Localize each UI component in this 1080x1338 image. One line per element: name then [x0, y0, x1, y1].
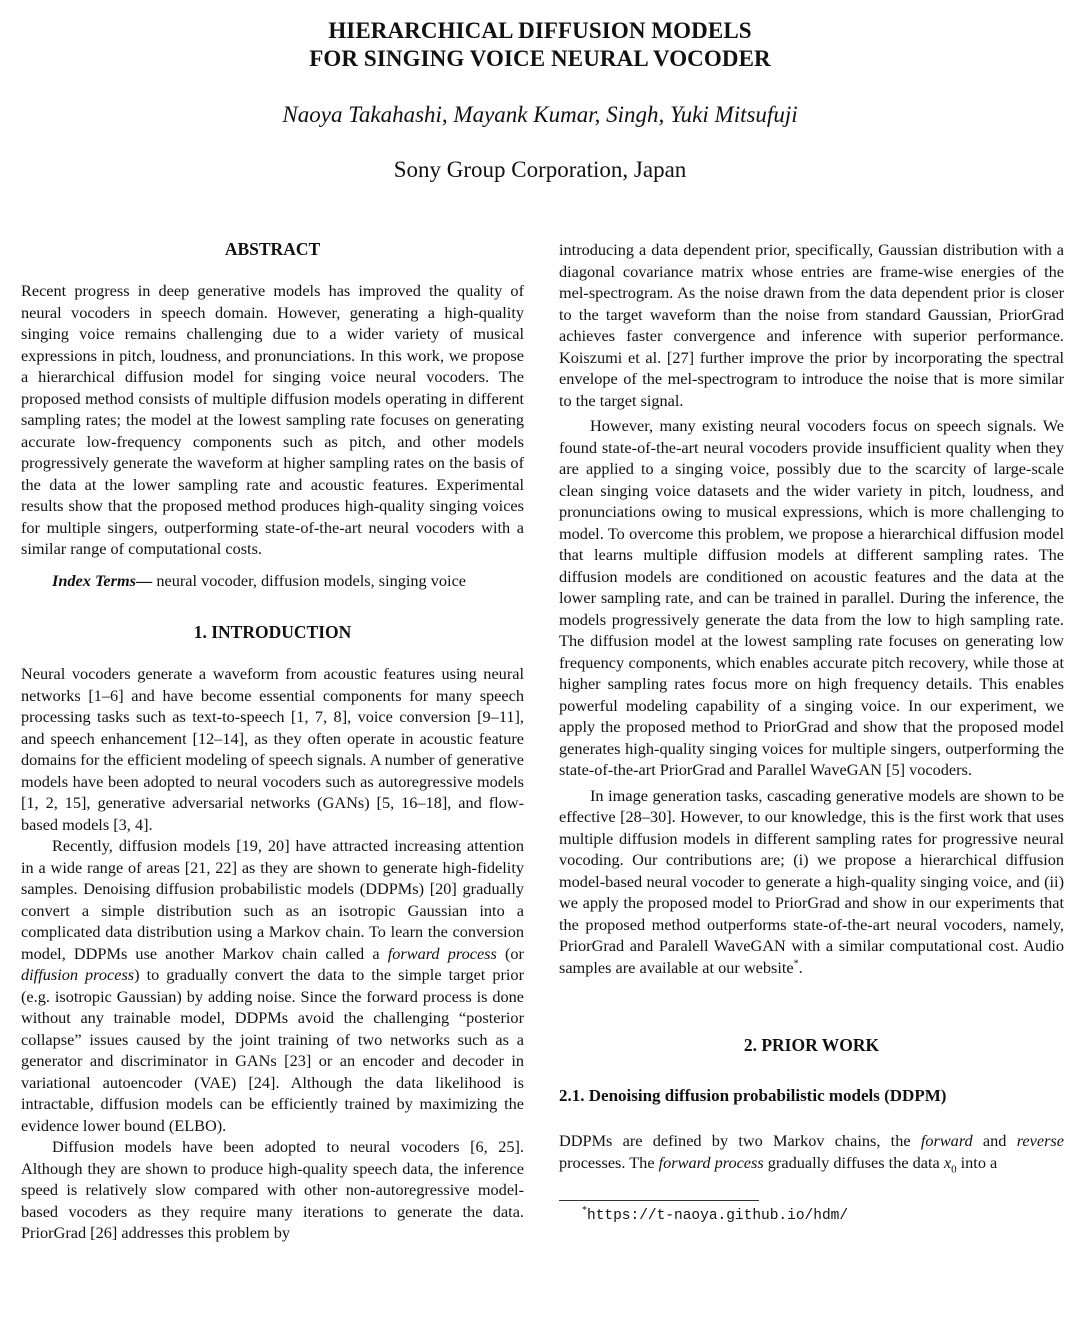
ddpm-emphasis-reverse: reverse: [1016, 1131, 1064, 1150]
abstract-text: Recent progress in deep generative models has improved the quality of neural vocoders in speech domain. However, generating a high-quality singing voice remains challenging due to a wider variety of musical expressions in pitch, loudness, and pronunciations. In this work, we propose a hierarchical diffusion model for singing voice neural vocoders. The proposed method consists of multiple diffusion models operating in different sampling rates; the model at the lowest sampling rate focuses on generating accurate low-frequency components such as pitch, and other models progressively generate the waveform at higher sampling rates on the basis of the data at the lower sampling rate and acoustic features. Experimental results show that the proposed method produces high-quality singing voices for multiple singers, outperforming state-of-the-art neural vocoders with a similar range of computational costs.: [21, 281, 524, 558]
index-terms: [21, 570, 524, 592]
intro-paragraph-2: [21, 835, 524, 1136]
footnote-url[interactable]: https://t-naoya.github.io/hdm/: [587, 1208, 849, 1225]
intro-paragraph-6: [559, 785, 1064, 979]
left-column: [21, 238, 524, 1244]
ddpm-p-part-b: and: [972, 1131, 1017, 1150]
intro-paragraph-1: Neural vocoders generate a waveform from acoustic features using neural networks [1–6] and have become essential components for many speech processing tasks such as text-to-speech [1, 7, 8], voice conversion [9–11], and speech enhancement [12–14], as they often operate in acoustic feature domains for the efficient modeling of speech signals. A number of generative models have been adopted to neural vocoders such as autoregressive models [1, 2, 15], generative adversarial networks (GANs) [5, 16–18], and flow-based models [3, 4].: [21, 664, 524, 834]
authors: Naoya Takahashi, Mayank Kumar, Singh, Yuki Mitsufuji: [282, 102, 798, 127]
ddpm-paragraph: [559, 1130, 1064, 1180]
index-terms-label: Index Terms—: [52, 570, 153, 590]
intro-paragraph-4: introducing a data dependent prior, specifically, Gaussian distribution with a diagonal covariance matrix whose entries are frame-wise energies of the mel-spectrogram. As the noise drawn from the data dependent prior is closer to the target waveform than the noise from standard Gaussian, PriorGrad achieves faster convergence and inference with superior performance. Koiszumi et al. [27] further improve the prior by incorporating the spectral envelope of the mel-spectrogram to introduce the noise that is more similar to the target signal.: [559, 240, 1064, 410]
prior-work-heading: 2. PRIOR WORK: [743, 1035, 880, 1055]
intro-paragraph-3: Diffusion models have been adopted to neural vocoders [6, 25]. Although they are shown to produce high-quality speech data, the inference speed is relatively slow compared with other non-autoregressive model-based vocoders as they require many iterations to generate the data. PriorGrad [26] addresses this problem by: [21, 1137, 524, 1242]
abstract-heading: ABSTRACT: [224, 239, 321, 259]
footnote-marker: *: [793, 958, 799, 970]
intro-paragraph-5: However, many existing neural vocoders focus on speech signals. We found state-of-the-art neural vocoders provide insufficient quality when they are applied to a singing voice, possibly due to the scarcity of large-scale clean singing voice datasets and the wider variety in pitch, loudness, and pronunciations owing to musical expressions, which is more challenging to model. To overcome this problem, we propose a hierarchical diffusion model that learns multiple diffusion models at different sampling rates. The diffusion models are conditioned on acoustic features and the data at the lower sampling rate, and can be trained in parallel. During the inference, the models progressively generate the data from the low to high sampling rate. The diffusion model at the lowest sampling rate focuses on generating low frequency components, which enables accurate pitch recovery, while those at higher sampling rates focus more on high frequency details. This enables powerful modeling capability of a singing voice. In our experiment, we apply the proposed method to PriorGrad and show that the proposed model generates high-quality singing voices for multiple singers, outperforming the state-of-the-art PriorGrad and Parallel WaveGAN [5] vocoders.: [559, 416, 1064, 779]
math-x: x: [943, 1152, 952, 1172]
ddpm-emphasis-forward: forward: [920, 1131, 973, 1150]
ddpm-p-part-e: into a: [956, 1152, 998, 1172]
ddpm-p-part-a: DDPMs are defined by two Markov chains, the: [559, 1131, 921, 1150]
affiliation: Sony Group Corporation, Japan: [393, 157, 687, 182]
right-column: [559, 239, 1064, 1225]
footnote-rule: [559, 1200, 759, 1201]
title-line-2: FOR SINGING VOICE NEURAL VOCODER: [309, 46, 771, 71]
intro-p6-text: In image generation tasks, cascading generative models are shown to be effective [28–30]. However, to our knowledge, this is the first work that uses multiple diffusion models in different sampling rates for progressive neural vocoding. Our contributions are; (i) we propose a hierarchical diffusion model-based neural vocoder to generate a high-quality singing voice, and (ii) we apply the proposed model to PriorGrad and show in our experiments that the proposed method outperforms state-of-the-art neural vocoders, namely, PriorGrad and Paralell WaveGAN with a similar computational cost. Audio samples are available at our website: [559, 785, 1064, 977]
ddpm-p-part-d: gradually diffuses the data: [763, 1152, 944, 1172]
intro-p2-part-c: ) to gradually convert the data to the simple target prior (e.g. isotropic Gaussian) by adding noise. Since the forward process is done without any trainable model, DDPMs avoid the challenging “posterior collapse” issues caused by the joint training of two networks such as a generator and discriminator in GANs [23] or an encoder and decoder in variational autoencoder (VAE) [24]. Although the data likelihood is intractable, diffusion models can be efficiently trained by maximizing the evidence lower bound (ELBO).: [21, 965, 524, 1135]
ddpm-p-part-c: processes. The: [559, 1152, 659, 1172]
intro-p2-emphasis-forward-process: forward process: [387, 943, 497, 963]
intro-heading: 1. INTRODUCTION: [193, 622, 352, 642]
paper-title: [0, 17, 1080, 73]
math-subscript-0: 0: [951, 1162, 957, 1175]
intro-p6-end: .: [798, 957, 803, 977]
math-x0: [943, 1152, 957, 1175]
title-line-1: HIERARCHICAL DIFFUSION MODELS: [328, 18, 752, 43]
footnote: [559, 1207, 1064, 1225]
intro-p2-part-a: Recently, diffusion models [19, 20] have attracted increasing attention in a wide range of areas [21, 22] as they are shown to generate high-fidelity samples. Denoising diffusion probabilistic models (DDPMs) [20] gradually convert a simple distribution such as an isotropic Gaussian into a complicated data distribution using a Markov chain. To learn the conversion model, DDPMs use another Markov chain called a: [21, 836, 524, 963]
index-terms-text: neural vocoder, diffusion models, singing voice: [152, 570, 467, 590]
ddpm-emphasis-forward-process: forward process: [658, 1152, 764, 1172]
intro-p2-part-b: (or: [496, 943, 524, 963]
ddpm-subsection-heading: 2.1. Denoising diffusion probabilistic models (DDPM): [559, 1086, 947, 1105]
footnote-mark: *: [582, 1205, 587, 1217]
intro-p2-emphasis-diffusion-process: diffusion process: [21, 965, 135, 984]
